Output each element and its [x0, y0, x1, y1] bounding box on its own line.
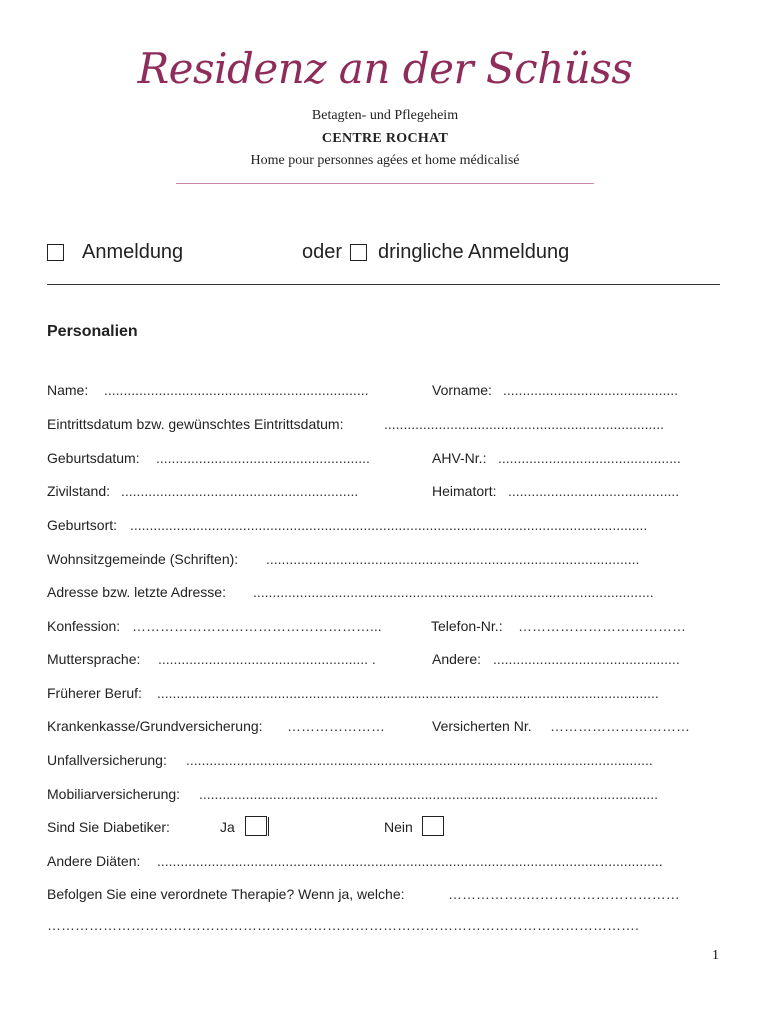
krankenkasse-field[interactable]: …………………: [287, 718, 385, 734]
andere-sprache-field[interactable]: ................................................: [493, 651, 680, 667]
versicherten-nr-field[interactable]: …………………………: [550, 718, 690, 734]
heimatort-label: Heimatort:: [432, 483, 497, 499]
versicherten-nr-label: Versicherten Nr.: [432, 718, 532, 734]
konfession-field[interactable]: ……………………………………………...: [132, 618, 382, 634]
muttersprache-field[interactable]: ...................................................... .: [158, 651, 376, 667]
therapie-field-line2[interactable]: ……………………………………………………………………………………………………………….: [47, 917, 639, 933]
diabetiker-ja-label: Ja: [220, 819, 235, 835]
page-number: 1: [712, 948, 719, 963]
andere-diaeten-label: Andere Diäten:: [47, 853, 141, 869]
therapie-label: Befolgen Sie eine verordnete Therapie? Wenn ja, welche:: [47, 886, 405, 902]
header-subtitle-de: Betagten- und Pflegeheim: [311, 108, 459, 123]
dringliche-anmeldung-label: dringliche Anmeldung: [378, 241, 570, 263]
geburtsort-field[interactable]: .....................................................................................................................................: [130, 517, 648, 533]
geburtsort-label: Geburtsort:: [47, 517, 118, 533]
vorname-label: Vorname:: [432, 382, 492, 398]
diabetiker-nein-label: Nein: [384, 819, 413, 835]
anmeldung-label: Anmeldung: [82, 241, 184, 263]
telefon-label: Telefon-Nr.:: [431, 618, 503, 634]
therapie-field[interactable]: ……………..……………………………: [448, 886, 680, 902]
unfallversicherung-field[interactable]: ........................................................................................................................: [186, 752, 653, 768]
header-divider: [176, 183, 594, 184]
header-centre-name: CENTRE ROCHAT: [321, 131, 449, 146]
vorname-field[interactable]: .............................................: [503, 382, 679, 398]
ahv-label: AHV-Nr.:: [432, 450, 487, 466]
zivilstand-label: Zivilstand:: [47, 483, 111, 499]
wohnsitzgemeinde-label: Wohnsitzgemeinde (Schriften):: [47, 551, 239, 567]
geburtsdatum-field[interactable]: .......................................................: [156, 450, 370, 466]
checkbox-edge-mark: [268, 817, 269, 836]
header-subtitle-fr: Home pour personnes agées et home médicalisé: [250, 153, 520, 168]
zivilstand-field[interactable]: .............................................................: [121, 483, 359, 499]
diabetiker-nein-checkbox[interactable]: [422, 816, 444, 836]
konfession-label: Konfession:: [47, 618, 121, 634]
diabetiker-label: Sind Sie Diabetiker:: [47, 819, 170, 835]
frueherer-beruf-label: Früherer Beruf:: [47, 685, 142, 701]
krankenkasse-label: Krankenkasse/Grundversicherung:: [47, 718, 263, 734]
wohnsitzgemeinde-field[interactable]: ................................................................................................: [266, 551, 640, 567]
mobiliarversicherung-field[interactable]: ......................................................................................................................: [199, 786, 658, 802]
unfallversicherung-label: Unfallversicherung:: [47, 752, 167, 768]
diabetiker-ja-checkbox[interactable]: [245, 816, 267, 836]
heimatort-field[interactable]: ............................................: [508, 483, 680, 499]
andere-diaeten-field[interactable]: ..................................................................................................................................: [157, 853, 663, 869]
registration-separator: [47, 284, 720, 285]
mobiliarversicherung-label: Mobiliarversicherung:: [47, 786, 181, 802]
telefon-field[interactable]: ………………………………: [518, 618, 686, 634]
geburtsdatum-label: Geburtsdatum:: [47, 450, 140, 466]
muttersprache-label: Muttersprache:: [47, 651, 141, 667]
frueherer-beruf-field[interactable]: .................................................................................................................................: [157, 685, 659, 701]
name-label: Name:: [47, 382, 89, 398]
logo-residenz: Residenz an der Schüss: [137, 44, 633, 93]
eintrittsdatum-field[interactable]: ........................................................................: [384, 416, 665, 432]
adresse-field[interactable]: .......................................................................................................: [253, 584, 654, 600]
oder-label: oder: [302, 241, 343, 263]
section-title-personalien: Personalien: [47, 323, 138, 340]
adresse-label: Adresse bzw. letzte Adresse:: [47, 584, 226, 600]
name-field[interactable]: ....................................................................: [104, 382, 369, 398]
andere-sprache-label: Andere:: [432, 651, 482, 667]
anmeldung-checkbox[interactable]: [47, 244, 64, 261]
ahv-field[interactable]: ...............................................: [498, 450, 681, 466]
eintrittsdatum-label: Eintrittsdatum bzw. gewünschtes Eintrittsdatum:: [47, 416, 344, 432]
dringliche-anmeldung-checkbox[interactable]: [350, 244, 367, 261]
